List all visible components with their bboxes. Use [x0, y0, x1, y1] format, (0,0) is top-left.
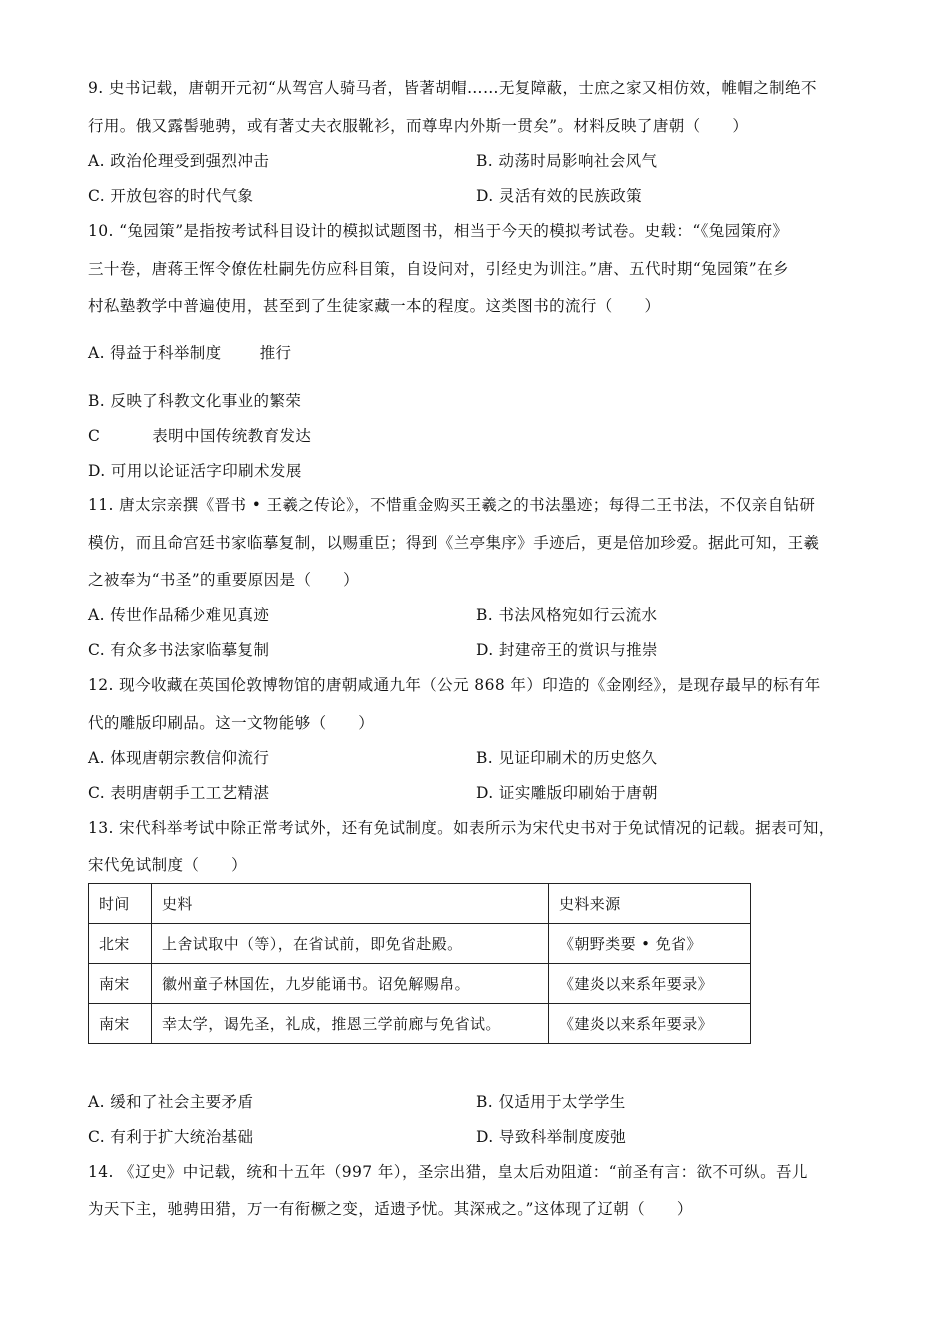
table-cell-material: 徽州童子林国佐，九岁能诵书。诏免解赐帛。 [152, 964, 549, 1004]
table-header-source: 史料来源 [549, 884, 751, 924]
q9-option-d: D. 灵活有效的民族政策 [476, 187, 643, 205]
q13-source-table [88, 883, 751, 1044]
table-cell-time: 北宋 [89, 924, 152, 964]
q13-option-d: D. 导致科举制度废弛 [476, 1128, 627, 1146]
q14-stem-line1: 14. 《辽史》中记载，统和十五年（997 年），圣宗出猎，皇太后劝阻道：“前圣有言：欲不可纵。吾儿 [88, 1163, 808, 1181]
table-cell-source: 《朝野类要 • 免省》 [549, 924, 751, 964]
q11-stem-line3: 之被奉为“书圣”的重要原因是（ ） [88, 571, 360, 589]
q9-option-c: C. 开放包容的时代气象 [88, 187, 254, 205]
q10-option-b: B. 反映了科教文化事业的繁荣 [88, 392, 302, 410]
q14-stem-line2: 为天下主，驰骋田猎，万一有衔橛之变，适遗予忧。其深戒之。”这体现了辽朝（ ） [88, 1200, 693, 1218]
q9-stem-line1: 9. 史书记载，唐朝开元初“从驾宫人骑马者，皆著胡帽……无复障蔽，士庶之家又相仿效，帷帽之制绝不 [88, 79, 817, 97]
q11-option-b: B. 书法风格宛如行云流水 [476, 606, 658, 624]
table-cell-source: 《建炎以来系年要录》 [549, 1004, 751, 1044]
q10-option-a-text: A. 得益于科举制度 [88, 344, 222, 362]
q10-option-a [88, 341, 291, 363]
q12-option-b: B. 见证印刷术的历史悠久 [476, 749, 658, 767]
table-cell-source: 《建炎以来系年要录》 [549, 964, 751, 1004]
q10-stem-line2: 三十卷，唐蒋王恽令僚佐杜嗣先仿应科目策，自设问对，引经史为训注。”唐、五代时期“兔园策”在乡 [88, 260, 789, 278]
q10-option-c [88, 424, 311, 446]
table-cell-material: 上舍试取中（等），在省试前，即免省赴殿。 [152, 924, 549, 964]
table-row [89, 1004, 751, 1044]
q12-option-a: A. 体现唐朝宗教信仰流行 [88, 749, 270, 767]
table-cell-material: 幸太学，谒先圣，礼成，推恩三学前廊与免省试。 [152, 1004, 549, 1044]
q10-option-a-tail: 推行 [259, 344, 292, 362]
q12-option-d: D. 证实雕版印刷始于唐朝 [476, 784, 658, 802]
q10-option-c-text: 表明中国传统教育发达 [152, 427, 312, 445]
q13-option-c: C. 有利于扩大统治基础 [88, 1128, 254, 1146]
q9-option-a: A. 政治伦理受到强烈冲击 [88, 152, 270, 170]
q10-option-d: D. 可用以论证活字印刷术发展 [88, 462, 302, 480]
table-header-row [89, 884, 751, 924]
q13-stem-line2: 宋代免试制度（ ） [88, 856, 248, 874]
q12-stem-line1: 12. 现今收藏在英国伦敦博物馆的唐朝咸通九年（公元 868 年）印造的《金刚经》，是现存最早的标有年 [88, 676, 821, 694]
q11-option-d: D. 封建帝王的赏识与推崇 [476, 641, 658, 659]
table-row [89, 924, 751, 964]
q13-option-a: A. 缓和了社会主要矛盾 [88, 1093, 254, 1111]
q10-stem-line1: 10. “兔园策”是指按考试科目设计的模拟试题图书，相当于今天的模拟考试卷。史载：“《兔园策府》 [88, 222, 789, 240]
q13-stem-line1: 13. 宋代科举考试中除正常考试外，还有免试制度。如表所示为宋代史书对于免试情况的记载。据表可知， [88, 819, 835, 837]
q11-stem-line1: 11. 唐太宗亲撰《晋书 • 王羲之传论》，不惜重金购买王羲之的书法墨迹；每得二王书法，不仅亲自钻研 [88, 496, 816, 514]
q11-option-a: A. 传世作品稀少难见真迹 [88, 606, 270, 624]
q11-option-c: C. 有众多书法家临摹复制 [88, 641, 270, 659]
table-header-material: 史料 [152, 884, 549, 924]
q12-option-c: C. 表明唐朝手工工艺精湛 [88, 784, 270, 802]
q12-stem-line2: 代的雕版印刷品。这一文物能够（ ） [88, 714, 375, 732]
q11-stem-line2: 模仿，而且命宫廷书家临摹复制，以赐重臣；得到《兰亭集序》手迹后，更是倍加珍爱。据此可知，王羲 [88, 534, 820, 552]
q13-option-b: B. 仅适用于太学学生 [476, 1093, 626, 1111]
table-cell-time: 南宋 [89, 1004, 152, 1044]
table-cell-time: 南宋 [89, 964, 152, 1004]
table-header-time: 时间 [89, 884, 152, 924]
table-row [89, 964, 751, 1004]
q9-option-b: B. 动荡时局影响社会风气 [476, 152, 658, 170]
q10-option-c-letter: C [88, 427, 101, 445]
q9-stem-line2: 行用。俄又露髻驰骋，或有著丈夫衣服靴衫，而尊卑内外斯一贯矣”。材料反映了唐朝（ ） [88, 117, 749, 135]
q10-stem-line3: 村私塾教学中普遍使用，甚至到了生徒家藏一本的程度。这类图书的流行（ ） [88, 297, 661, 315]
